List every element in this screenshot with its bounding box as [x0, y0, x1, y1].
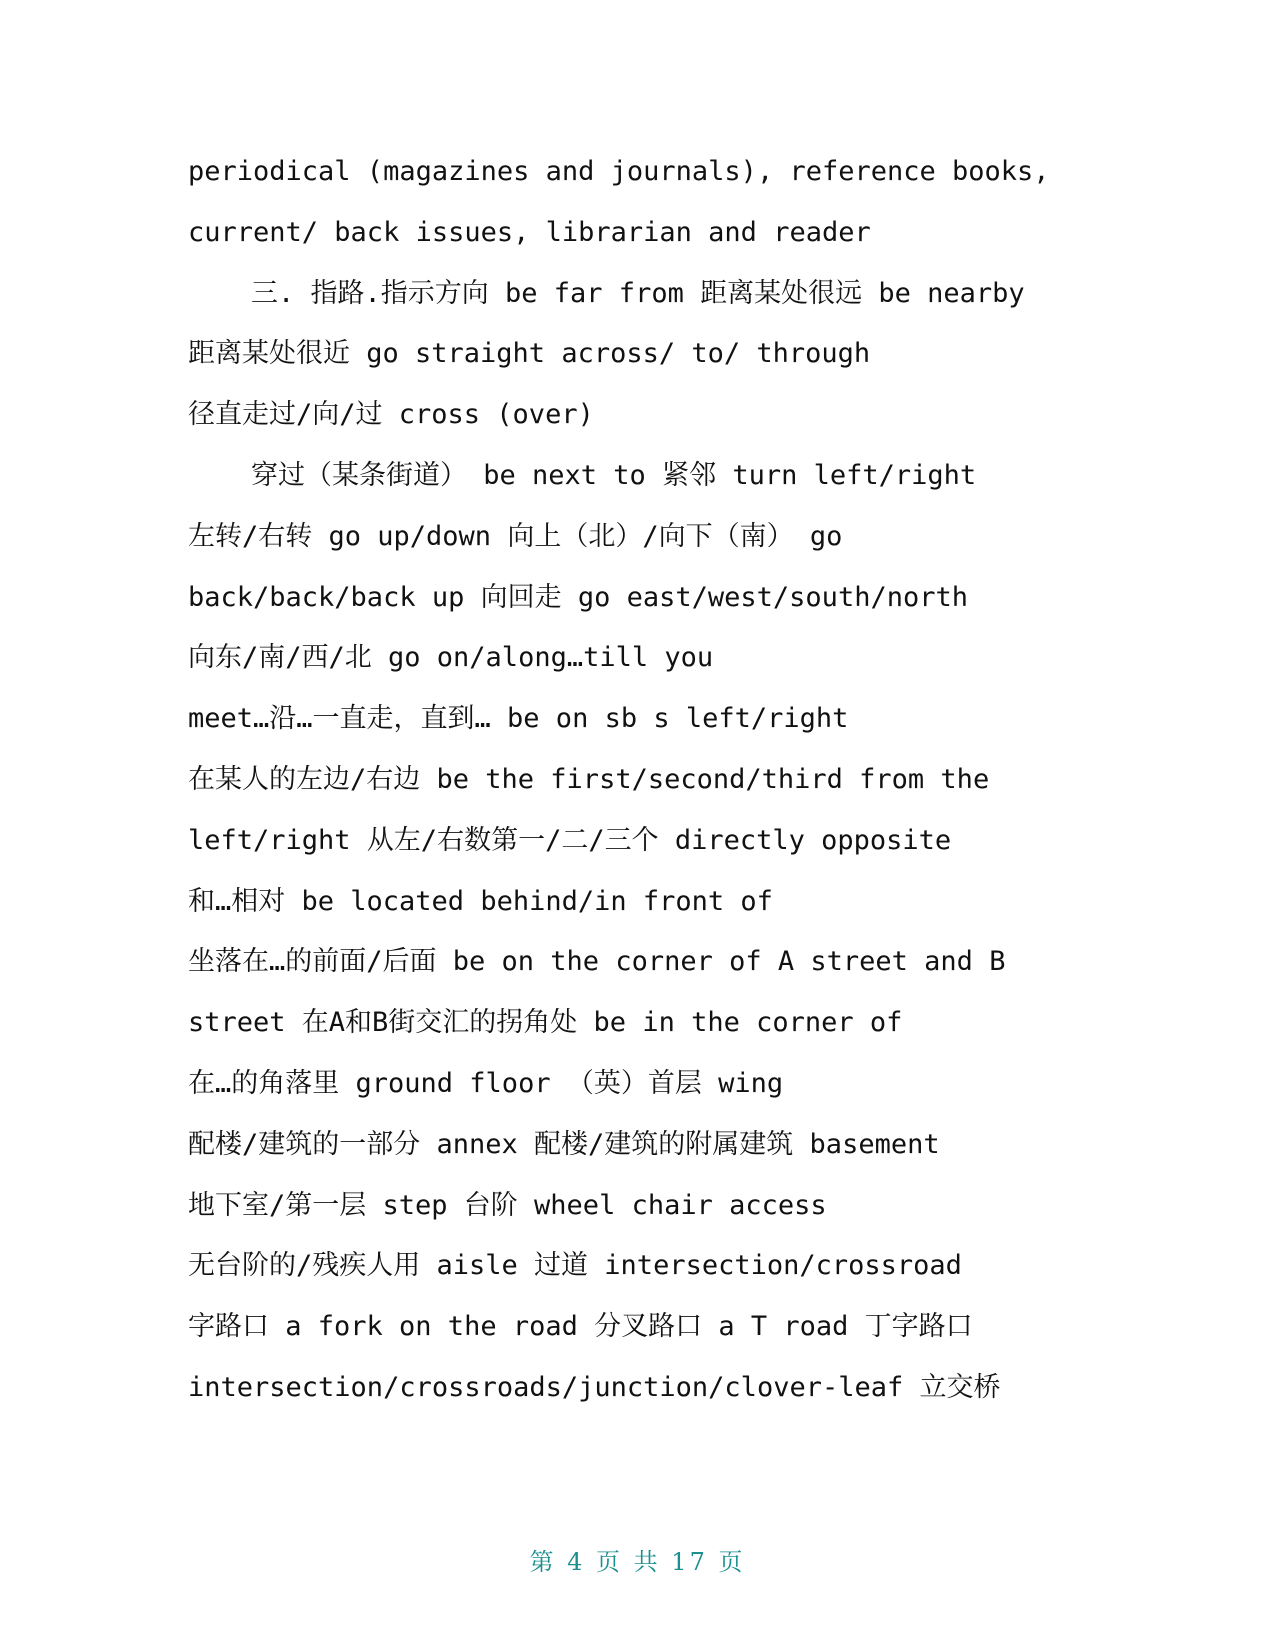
text-line: 配楼/建筑的一部分 annex 配楼/建筑的附属建筑 basement: [188, 1128, 940, 1160]
text-line: 在某人的左边/右边 be the first/second/third from the: [188, 763, 990, 795]
text-line: 左转/右转 go up/down 向上（北）/向下（南） go: [188, 520, 843, 552]
text-line: back/back/back up 向回走 go east/west/south/north: [188, 581, 968, 613]
text-line: 和…相对 be located behind/in front of: [188, 885, 773, 917]
text-line: 径直走过/向/过 cross (over): [188, 399, 594, 431]
text-line: 向东/南/西/北 go on/along…till you: [188, 642, 714, 674]
text-line: street 在A和B街交汇的拐角处 be in the corner of: [188, 1007, 903, 1039]
text-line: 坐落在…的前面/后面 be on the corner of A street and B: [188, 946, 1006, 978]
text-line: 三. 指路.指示方向 be far from 距离某处很远 be nearby: [251, 277, 1025, 309]
text-line: 无台阶的/残疾人用 aisle 过道 intersection/crossroad: [188, 1250, 962, 1282]
text-line: left/right 从左/右数第一/二/三个 directly opposite: [188, 824, 952, 856]
text-line: meet…沿…一直走，直到… be on sb s left/right: [188, 703, 849, 735]
body-text: [188, 142, 1088, 1419]
text-line: 穿过（某条街道） be next to 紧邻 turn left/right: [251, 459, 977, 491]
text-line: 在…的角落里 ground floor （英）首层 wing: [188, 1067, 784, 1099]
text-line: periodical (magazines and journals), reference books,: [188, 156, 1050, 187]
text-line: current/ back issues, librarian and reader: [188, 216, 871, 248]
page-number-footer: 第 4 页 共 17 页: [529, 1548, 746, 1576]
text-line: 字路口 a fork on the road 分叉路口 a T road 丁字路口: [188, 1311, 973, 1343]
text-line: 距离某处很近 go straight across/ to/ through: [188, 338, 871, 370]
text-line: intersection/crossroads/junction/clover-leaf 立交桥: [188, 1371, 1001, 1403]
text-line: 地下室/第一层 step 台阶 wheel chair access: [188, 1189, 827, 1221]
